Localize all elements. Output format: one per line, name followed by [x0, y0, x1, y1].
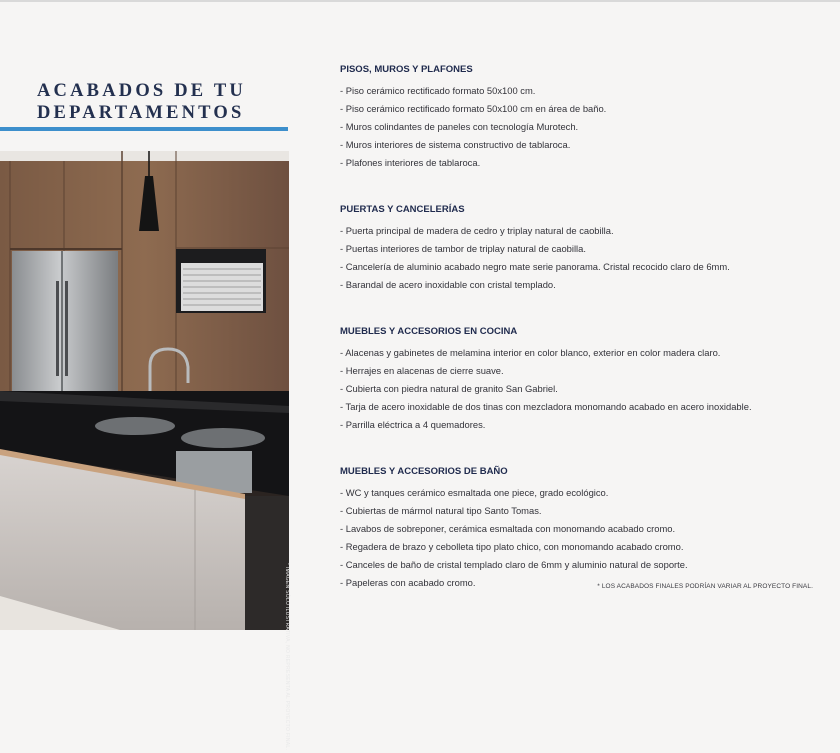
- section-bathroom: [340, 466, 820, 592]
- section-heading: MUEBLES Y ACCESORIOS EN COCINA: [340, 326, 518, 337]
- list-item: - Plafones interiores de tablaroca.: [340, 157, 481, 168]
- list-item: - Alacenas y gabinetes de melamina interior en color blanco, exterior en color madera claro.: [340, 347, 721, 358]
- list-item: - Lavabos de sobreponer, cerámica esmaltada con monomando acabado cromo.: [340, 523, 676, 534]
- list-item: - Puerta principal de madera de cedro y triplay natural de caobilla.: [340, 225, 614, 236]
- section-items: [340, 484, 820, 592]
- list-item: - Piso cerámico rectificado formato 50x100 cm.: [340, 85, 536, 96]
- list-item: - Tarja de acero inoxidable de dos tinas con mezcladora monomando acabado en acero inoxidable.: [340, 401, 752, 412]
- kitchen-photo: [0, 151, 290, 751]
- top-divider: [0, 0, 840, 2]
- list-item: - Cubiertas de mármol natural tipo Santo Tomas.: [340, 505, 542, 516]
- section-heading: PISOS, MUROS Y PLAFONES: [340, 64, 473, 75]
- section-heading: PUERTAS Y CANCELERÍAS: [340, 204, 465, 215]
- footnote: * LOS ACABADOS FINALES PODRÍAN VARIAR AL PROYECTO FINAL.: [597, 583, 813, 590]
- section-floors-walls-ceilings: [340, 64, 820, 172]
- title-accent-bar: [0, 127, 288, 131]
- section-items: [340, 344, 820, 434]
- list-item: - Canceles de baño de cristal templado claro de 6mm y aluminio natural de soporte.: [340, 559, 688, 570]
- section-heading: MUEBLES Y ACCESORIOS DE BAÑO: [340, 466, 508, 477]
- section-items: [340, 222, 820, 294]
- list-item: - Puertas interiores de tambor de triplay natural de caobilla.: [340, 243, 586, 254]
- list-item: - WC y tanques cerámico esmaltada one piece, grado ecológico.: [340, 487, 609, 498]
- page-title-line-2: DEPARTAMENTOS: [37, 103, 245, 123]
- list-item: - Parrilla eléctrica a 4 quemadores.: [340, 419, 486, 430]
- list-item: - Muros colindantes de paneles con tecnología Murotech.: [340, 121, 579, 132]
- page-title-line-1: ACABADOS DE TU: [37, 81, 246, 101]
- list-item: - Regadera de brazo y cebolleta tipo plato chico, con monomando acabado cromo.: [340, 541, 684, 552]
- section-doors-windows: [340, 204, 820, 294]
- list-item: - Barandal de acero inoxidable con cristal templado.: [340, 279, 556, 290]
- list-item: - Cancelería de aluminio acabado negro mate serie panorama. Cristal recocido claro de 6mm.: [340, 261, 730, 272]
- list-item: - Papeleras con acabado cromo.: [340, 577, 476, 588]
- list-item: - Cubierta con piedra natural de granito San Gabriel.: [340, 383, 558, 394]
- section-items: [340, 82, 820, 172]
- finishes-list: [340, 64, 820, 624]
- list-item: - Herrajes en alacenas de cierre suave.: [340, 365, 504, 376]
- section-kitchen: [340, 326, 820, 434]
- image-disclaimer: * IMAGEN SÓLO ILUSTRATIVA, NO REPRESENTA AL PROYECTO FINAL.: [284, 563, 290, 751]
- list-item: - Piso cerámico rectificado formato 50x100 cm en área de baño.: [340, 103, 607, 114]
- list-item: - Muros interiores de sistema constructivo de tablaroca.: [340, 139, 571, 150]
- page-title: [37, 80, 246, 124]
